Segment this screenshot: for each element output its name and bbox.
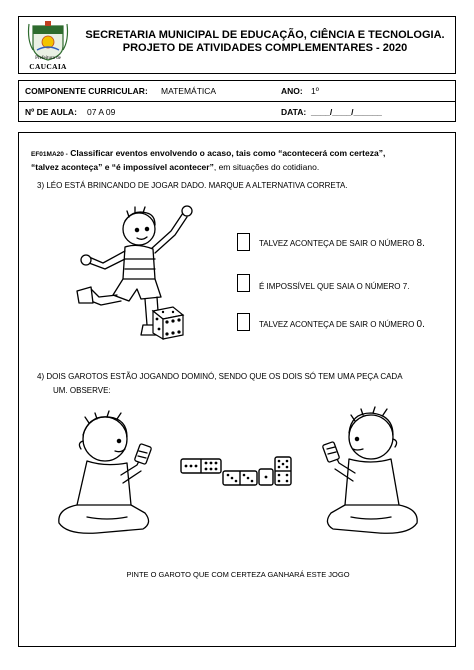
question-4-line-1: 4) DOIS GAROTOS ESTÃO JOGANDO DOMINÓ, SENDO QUE OS DOIS SÓ TEM UMA PEÇA CADA — [37, 372, 403, 381]
info-divider — [19, 101, 455, 102]
option-3-text: TALVEZ ACONTEÇA DE SAIR O NÚMERO — [259, 320, 415, 329]
date-label: DATA: — [281, 107, 307, 117]
option-1-text: TALVEZ ACONTEÇA DE SAIR O NÚMERO — [259, 239, 415, 248]
skill-description — [31, 147, 451, 173]
option-3-checkbox[interactable] — [237, 313, 250, 331]
skill-text-2: “talvez aconteça” e “é impossível acontecer” — [31, 162, 214, 172]
logo-caption-city: CAUCAIA — [29, 62, 67, 71]
option-2-checkbox[interactable] — [237, 274, 250, 292]
logo-caption-small: Prefeitura de — [35, 56, 61, 61]
option-2-label: É IMPOSSÍVEL QUE SAIA O NÚMERO 7. — [259, 282, 410, 291]
option-1-checkbox[interactable] — [237, 233, 250, 251]
year-value: 1º — [311, 86, 319, 96]
question-4-line-2: UM. OBSERVE: — [53, 386, 111, 395]
question-3: 3) LÉO ESTÁ BRINCANDO DE JOGAR DADO. MARQUE A ALTERNATIVA CORRETA. — [37, 181, 348, 190]
skill-code: EF01MA20 - — [31, 151, 68, 158]
dominoes-illustration — [179, 455, 295, 489]
coloring-instruction: PINTE O GAROTO QUE COM CERTEZA GANHARÁ ESTE JOGO — [126, 570, 350, 579]
option-1-number: 8. — [416, 238, 425, 249]
lesson-label: Nº DE AULA: — [25, 107, 77, 117]
activity-box — [18, 132, 456, 647]
header-project: PROJETO DE ATIVIDADES COMPLEMENTARES - 2020 — [122, 42, 408, 54]
die-illustration — [147, 301, 187, 341]
option-3-label — [259, 319, 425, 330]
skill-text-3: , em situações do cotidiano. — [213, 162, 320, 172]
component-label: COMPONENTE CURRICULAR: — [25, 86, 148, 96]
header-secretariat: SECRETARIA MUNICIPAL DE EDUCAÇÃO, CIÊNCIA E TECNOLOGIA. — [85, 29, 445, 41]
header-box — [18, 16, 456, 74]
year-label: ANO: — [281, 86, 303, 96]
lesson-value: 07 A 09 — [87, 107, 116, 117]
skill-text-1: Classificar eventos envolvendo o acaso, tais como “acontecerá com certeza”, — [67, 148, 386, 158]
option-1-label — [259, 238, 425, 249]
right-boy-illustration[interactable] — [307, 401, 429, 545]
date-field[interactable]: ____/____/______ — [311, 107, 382, 117]
info-box — [18, 80, 456, 122]
left-boy-illustration[interactable] — [47, 405, 167, 545]
option-3-number: 0. — [416, 319, 425, 330]
component-value: MATEMÁTICA — [161, 86, 217, 96]
